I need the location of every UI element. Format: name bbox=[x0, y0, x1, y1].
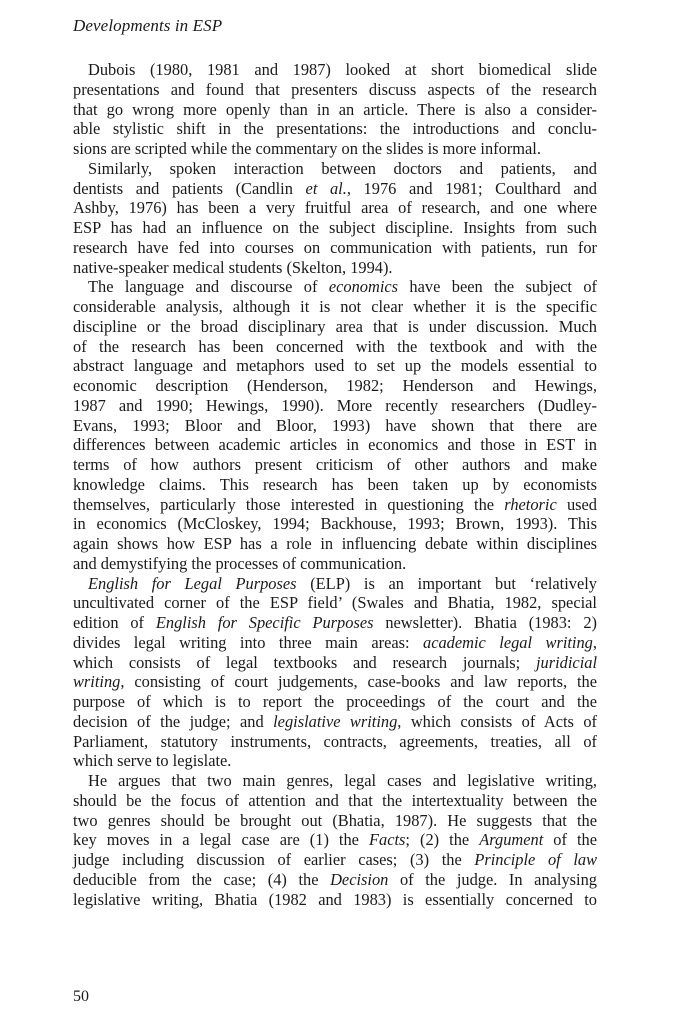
text-run: divides legal writing into three main areas: bbox=[73, 632, 424, 652]
text-run: in economics (McCloskey, 1994; Backhouse, 1993; Brown, 1993). This bbox=[73, 514, 597, 534]
text-line bbox=[73, 119, 597, 139]
text-run: legislative writing, Bhatia (1982 and 1983) is essentially concerned to bbox=[73, 889, 597, 909]
text-line bbox=[73, 593, 597, 613]
text-run: have been the subject of bbox=[398, 277, 597, 297]
text-run: considerable analysis, although it is not clear whether it is the specific bbox=[73, 297, 597, 316]
text-run: purpose of which is to report the proceedings of the court and the bbox=[73, 692, 597, 711]
text-run: , consisting of court judgements, case-books and law reports, the bbox=[120, 672, 597, 692]
text-run: research have fed into courses on communication with patients, run for bbox=[73, 237, 597, 257]
text-line bbox=[73, 475, 597, 495]
text-run: and demystifying the processes of communication. bbox=[73, 553, 407, 573]
text-run: themselves, particularly those interested in questioning the bbox=[73, 494, 505, 514]
text-run: newsletter). Bhatia (1983: 2) bbox=[373, 613, 597, 632]
text-line bbox=[73, 574, 597, 594]
paragraph bbox=[73, 277, 597, 573]
text-run: ESP has had an influence on the subject discipline. Insights from such bbox=[73, 218, 597, 237]
text-run: deducible from the case; (4) the bbox=[73, 869, 331, 889]
italic-term: writing bbox=[73, 672, 121, 692]
italic-term: Argument bbox=[479, 830, 544, 850]
text-line bbox=[73, 218, 597, 238]
text-run: sions are scripted while the commentary on the slides is more informal. bbox=[73, 139, 541, 158]
text-line bbox=[73, 179, 597, 199]
text-line bbox=[73, 495, 597, 515]
text-line bbox=[73, 890, 597, 910]
text-line bbox=[73, 139, 597, 159]
italic-term: Decision bbox=[330, 869, 389, 889]
text-run: abstract language and metaphors used to set up the models essential to bbox=[73, 356, 597, 376]
text-line bbox=[73, 100, 597, 120]
text-run: which serve to legislate. bbox=[73, 751, 232, 771]
text-line bbox=[73, 811, 597, 831]
text-run: ; (2) the bbox=[405, 830, 480, 850]
body-text bbox=[73, 60, 597, 909]
text-line bbox=[73, 258, 597, 278]
text-run: Ashby, 1976) has been a very fruitful area of research, and one where bbox=[73, 198, 597, 218]
text-run: Evans, 1993; Bloor and Bloor, 1993) have shown that there are bbox=[73, 415, 597, 435]
text-line bbox=[73, 613, 597, 633]
text-run: (ELP) is an important but ‘relatively bbox=[296, 573, 597, 593]
text-run: again shows how ESP has a role in influencing debate within disciplines bbox=[73, 534, 597, 553]
text-run: able stylistic shift in the presentations: the introductions and conclu- bbox=[73, 119, 597, 139]
text-line bbox=[73, 277, 597, 297]
text-run: 1987 and 1990; Hewings, 1990). More recently researchers (Dudley- bbox=[73, 395, 597, 415]
text-line bbox=[73, 870, 597, 890]
text-run: The language and discourse of bbox=[88, 277, 329, 297]
text-run: of the bbox=[543, 830, 598, 850]
text-line bbox=[73, 159, 597, 179]
paragraph bbox=[73, 771, 597, 909]
text-run: uncultivated corner of the ESP field’ (Swales and Bhatia, 1982, special bbox=[73, 593, 597, 613]
text-line bbox=[73, 396, 597, 416]
italic-term: academic legal writing bbox=[423, 632, 593, 652]
text-line bbox=[73, 830, 597, 850]
text-line bbox=[73, 435, 597, 455]
text-line bbox=[73, 356, 597, 376]
text-line bbox=[73, 712, 597, 732]
text-run: presentations and found that presenters discuss aspects of the research bbox=[73, 79, 597, 99]
text-run: He argues that two main genres, legal cases and legislative writing, bbox=[88, 771, 597, 790]
text-line bbox=[73, 238, 597, 258]
text-run: Dubois (1980, 1981 and 1987) looked at short biomedical slide bbox=[88, 60, 597, 79]
text-run: discipline or the broad disciplinary area that is under discussion. Much bbox=[73, 316, 597, 336]
text-run: differences between academic articles in economics and those in EST in bbox=[73, 435, 597, 455]
paragraph bbox=[73, 60, 597, 159]
text-run: of the judge. In analysing bbox=[388, 869, 597, 889]
text-line bbox=[73, 337, 597, 357]
text-line bbox=[73, 692, 597, 712]
text-line bbox=[73, 534, 597, 554]
text-run: edition of bbox=[73, 613, 156, 632]
italic-term: rhetoric bbox=[504, 494, 557, 514]
text-run: terms of how authors present criticism of other authors and make bbox=[73, 455, 597, 474]
text-line bbox=[73, 850, 597, 870]
text-run: Similarly, spoken interaction between doctors and patients, and bbox=[88, 158, 597, 178]
text-run: should be the focus of attention and that the intertextuality between the bbox=[73, 790, 597, 810]
text-line bbox=[73, 554, 597, 574]
text-run: , which consists of Acts of bbox=[397, 711, 597, 731]
text-run: Parliament, statutory instruments, contracts, agreements, treaties, all of bbox=[73, 731, 597, 751]
italic-term: Principle of law bbox=[474, 850, 598, 869]
italic-term: English for Specific Purposes bbox=[155, 613, 374, 632]
italic-term: legislative writing bbox=[273, 711, 398, 731]
text-run: knowledge claims. This research has been taken up by economists bbox=[73, 474, 597, 494]
paragraph bbox=[73, 159, 597, 278]
text-line bbox=[73, 317, 597, 337]
text-run: judge including discussion of earlier cases; (3) the bbox=[73, 850, 475, 869]
text-line bbox=[73, 771, 597, 791]
text-line bbox=[73, 455, 597, 475]
text-line bbox=[73, 80, 597, 100]
text-run: two genres should be brought out (Bhatia, 1987). He suggests that the bbox=[73, 810, 597, 830]
text-run: economic description (Henderson, 1982; Henderson and Hewings, bbox=[73, 376, 597, 395]
italic-term: juridicial bbox=[535, 652, 597, 672]
text-line bbox=[73, 732, 597, 752]
text-run: key moves in a legal case are (1) the bbox=[73, 830, 369, 850]
text-run: of the research has been concerned with the textbook and with the bbox=[73, 336, 597, 356]
italic-term: et al. bbox=[305, 178, 347, 198]
running-head: Developments in ESP bbox=[73, 16, 223, 35]
text-run: which consists of legal textbooks and research journals; bbox=[73, 652, 536, 672]
text-run: dentists and patients (Candlin bbox=[73, 178, 306, 198]
italic-term: English for Legal Purposes bbox=[88, 573, 297, 593]
text-line bbox=[73, 653, 597, 673]
text-line bbox=[73, 198, 597, 218]
text-line bbox=[73, 751, 597, 771]
text-line bbox=[73, 376, 597, 396]
paragraph bbox=[73, 574, 597, 772]
text-line bbox=[73, 297, 597, 317]
text-run: , bbox=[592, 632, 597, 652]
text-line bbox=[73, 416, 597, 436]
text-run: decision of the judge; and bbox=[73, 711, 274, 731]
text-run: used bbox=[556, 494, 597, 514]
italic-term: Facts bbox=[369, 830, 406, 850]
text-run: that go wrong more openly than in an article. There is also a consider- bbox=[73, 99, 597, 119]
page-number: 50 bbox=[73, 988, 89, 1005]
text-line bbox=[73, 672, 597, 692]
italic-term: economics bbox=[328, 277, 399, 297]
text-line bbox=[73, 60, 597, 80]
text-line bbox=[73, 633, 597, 653]
text-line bbox=[73, 791, 597, 811]
text-line bbox=[73, 514, 597, 534]
text-run: , 1976 and 1981; Coulthard and bbox=[346, 178, 598, 198]
text-run: native-speaker medical students (Skelton, 1994). bbox=[73, 257, 393, 277]
